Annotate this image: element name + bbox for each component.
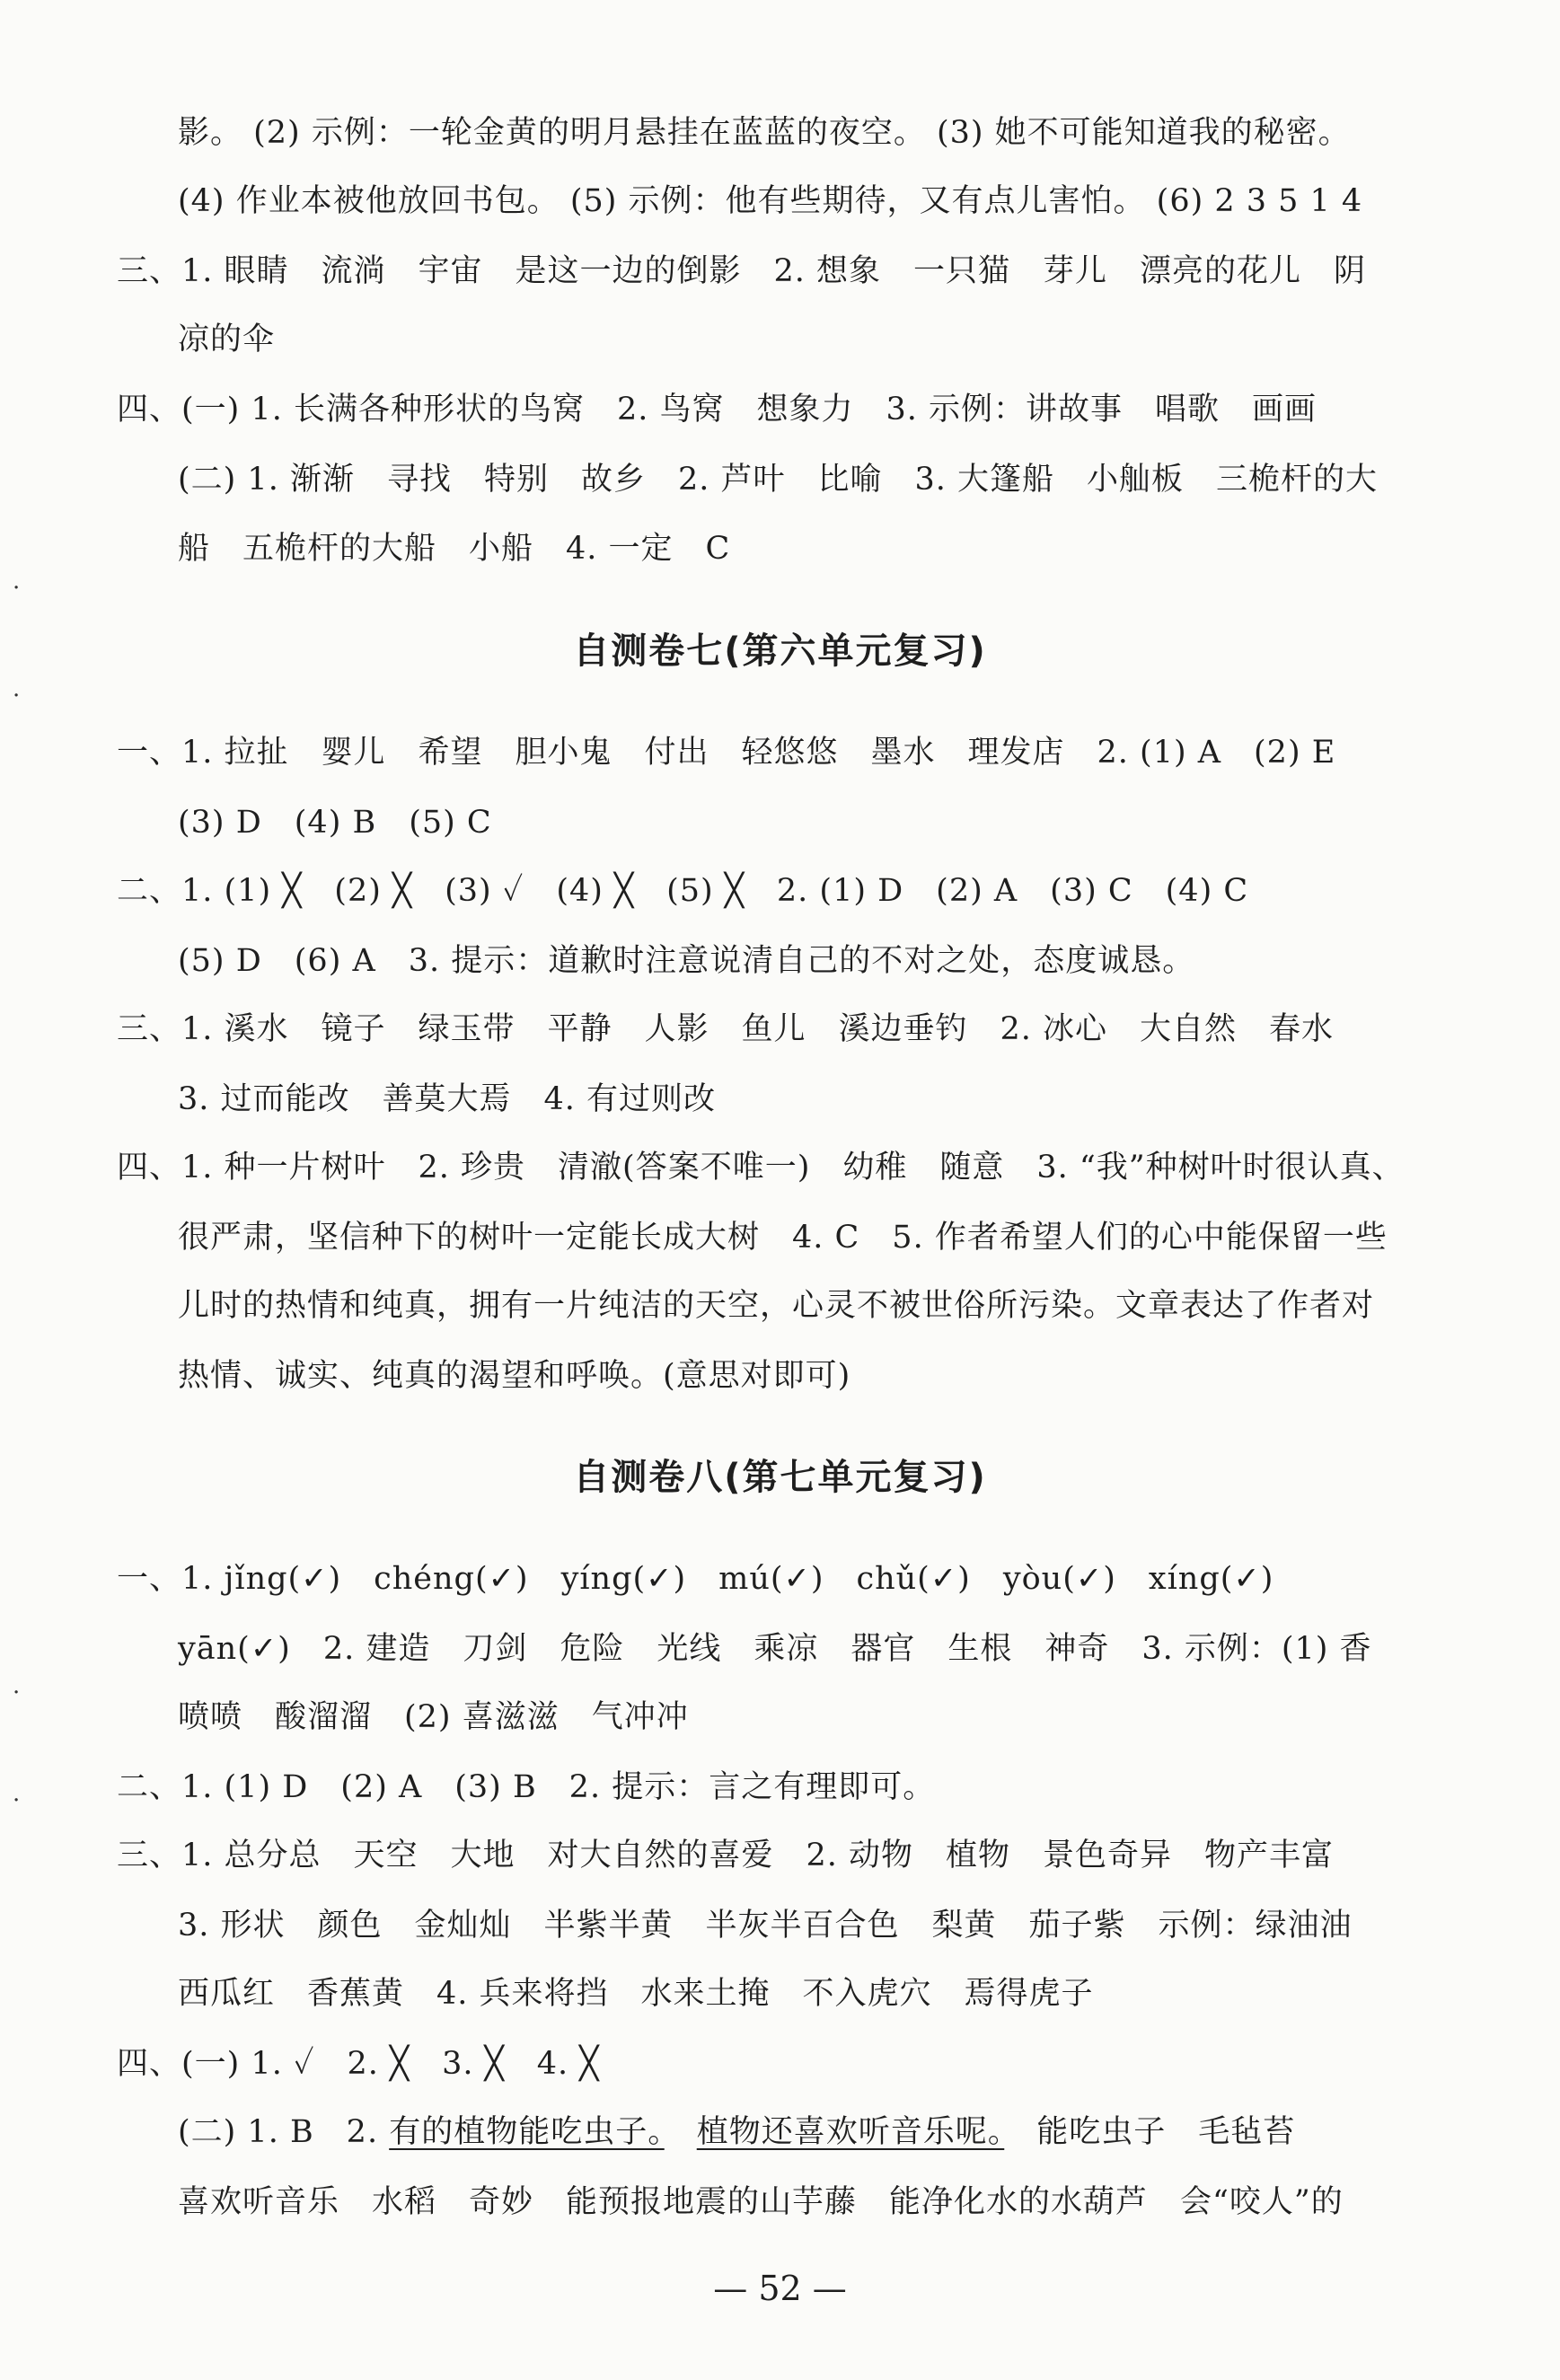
text-line: 一、1. 拉扯 婴儿 希望 胆小鬼 付出 轻悠悠 墨水 理发店 2. (1) A (2) E	[117, 735, 1336, 771]
underlined-answer: 有的植物能吃虫子。	[389, 2114, 665, 2150]
text-line: 三、1. 总分总 天空 大地 对大自然的喜爱 2. 动物 植物 景色奇异 物产丰富	[117, 1838, 1335, 1873]
text-line: 二、1. (1) ╳ (2) ╳ (3) ✓ (4) ╳ (5) ╳ 2. (1) D (2) A (3) C (4) C	[117, 873, 1249, 909]
text-line: 热情、诚实、纯真的渴望和呼唤。(意思对即可)	[178, 1358, 851, 1394]
margin-mark: ·	[13, 1679, 21, 1706]
text-line	[178, 2112, 1295, 2152]
text-line: 三、1. 眼睛 流淌 宇宙 是这一边的倒影 2. 想象 一只猫 芽儿 漂亮的花儿 阴	[117, 253, 1367, 289]
underlined-answer: 植物还喜欢听音乐呢。	[696, 2114, 1005, 2150]
text-line: 四、(一) 1. ✓ 2. ╳ 3. ╳ 4. ╳	[117, 2046, 600, 2082]
text-line: (5) D (6) A 3. 提示：道歉时注意说清自己的不对之处，态度诚恳。	[178, 943, 1195, 979]
text-line: 3. 过而能改 善莫大焉 4. 有过则改	[178, 1081, 717, 1117]
page-number: — 52 —	[713, 2269, 847, 2308]
margin-mark: ·	[13, 1787, 21, 1814]
text-line: 很严肃，坚信种下的树叶一定能长成大树 4. C 5. 作者希望人们的心中能保留一些	[178, 1220, 1388, 1256]
margin-mark: ·	[13, 575, 21, 602]
text-line: yān(✓) 2. 建造 刀剑 危险 光线 乘凉 器官 生根 神奇 3. 示例：(1) 香	[178, 1631, 1372, 1667]
text-line: 儿时的热情和纯真，拥有一片纯洁的天空，心灵不被世俗所污染。文章表达了作者对	[178, 1288, 1375, 1324]
text-line: 二、1. (1) D (2) A (3) B 2. 提示：言之有理即可。	[117, 1769, 936, 1805]
text-line: 三、1. 溪水 镜子 绿玉带 平静 人影 鱼儿 溪边垂钓 2. 冰心 大自然 春水	[117, 1011, 1335, 1047]
text-line: 3. 形状 颜色 金灿灿 半紫半黄 半灰半百合色 梨黄 茄子紫 示例：绿油油	[178, 1908, 1353, 1944]
section-title: 自测卷八(第七单元复习)	[573, 1457, 987, 1498]
text-segment: (二) 1. B 2.	[178, 2114, 390, 2150]
text-line: 四、1. 种一片树叶 2. 珍贵 清澈(答案不唯一) 幼稚 随意 3. “我”种树叶时很认真、	[117, 1150, 1405, 1186]
text-line: 一、1. jǐng(✓) chéng(✓) yíng(✓) mú(✓) chǔ(✓) yòu(✓) xíng(✓)	[117, 1561, 1274, 1597]
text-line: 喷喷 酸溜溜 (2) 喜滋滋 气冲冲	[178, 1699, 689, 1735]
text-line: (二) 1. 渐渐 寻找 特别 故乡 2. 芦叶 比喻 3. 大篷船 小舢板 三桅杆的大	[178, 462, 1378, 498]
text-line: (3) D (4) B (5) C	[178, 805, 492, 841]
text-line: 四、(一) 1. 长满各种形状的鸟窝 2. 鸟窝 想象力 3. 示例：讲故事 唱歌 画画	[117, 392, 1317, 428]
text-line: 凉的伞	[178, 322, 276, 357]
section-title: 自测卷七(第六单元复习)	[573, 630, 987, 672]
margin-mark: ·	[13, 683, 21, 710]
text-line: 喜欢听音乐 水稻 奇妙 能预报地震的山芋藤 能净化水的水葫芦 会“咬人”的	[178, 2184, 1344, 2220]
text-line: 影。 (2) 示例：一轮金黄的明月悬挂在蓝蓝的夜空。 (3) 她不可能知道我的秘密。	[178, 115, 1351, 151]
text-line: 船 五桅杆的大船 小船 4. 一定 C	[178, 531, 731, 567]
text-line: 西瓜红 香蕉黄 4. 兵来将挡 水来土掩 不入虎穴 焉得虎子	[178, 1976, 1094, 2012]
text-line: (4) 作业本被他放回书包。 (5) 示例：他有些期待，又有点儿害怕。 (6) 2 3 5 1 4	[178, 183, 1363, 219]
text-segment	[665, 2114, 697, 2150]
text-segment: 能吃虫子 毛毡苔	[1004, 2114, 1296, 2150]
